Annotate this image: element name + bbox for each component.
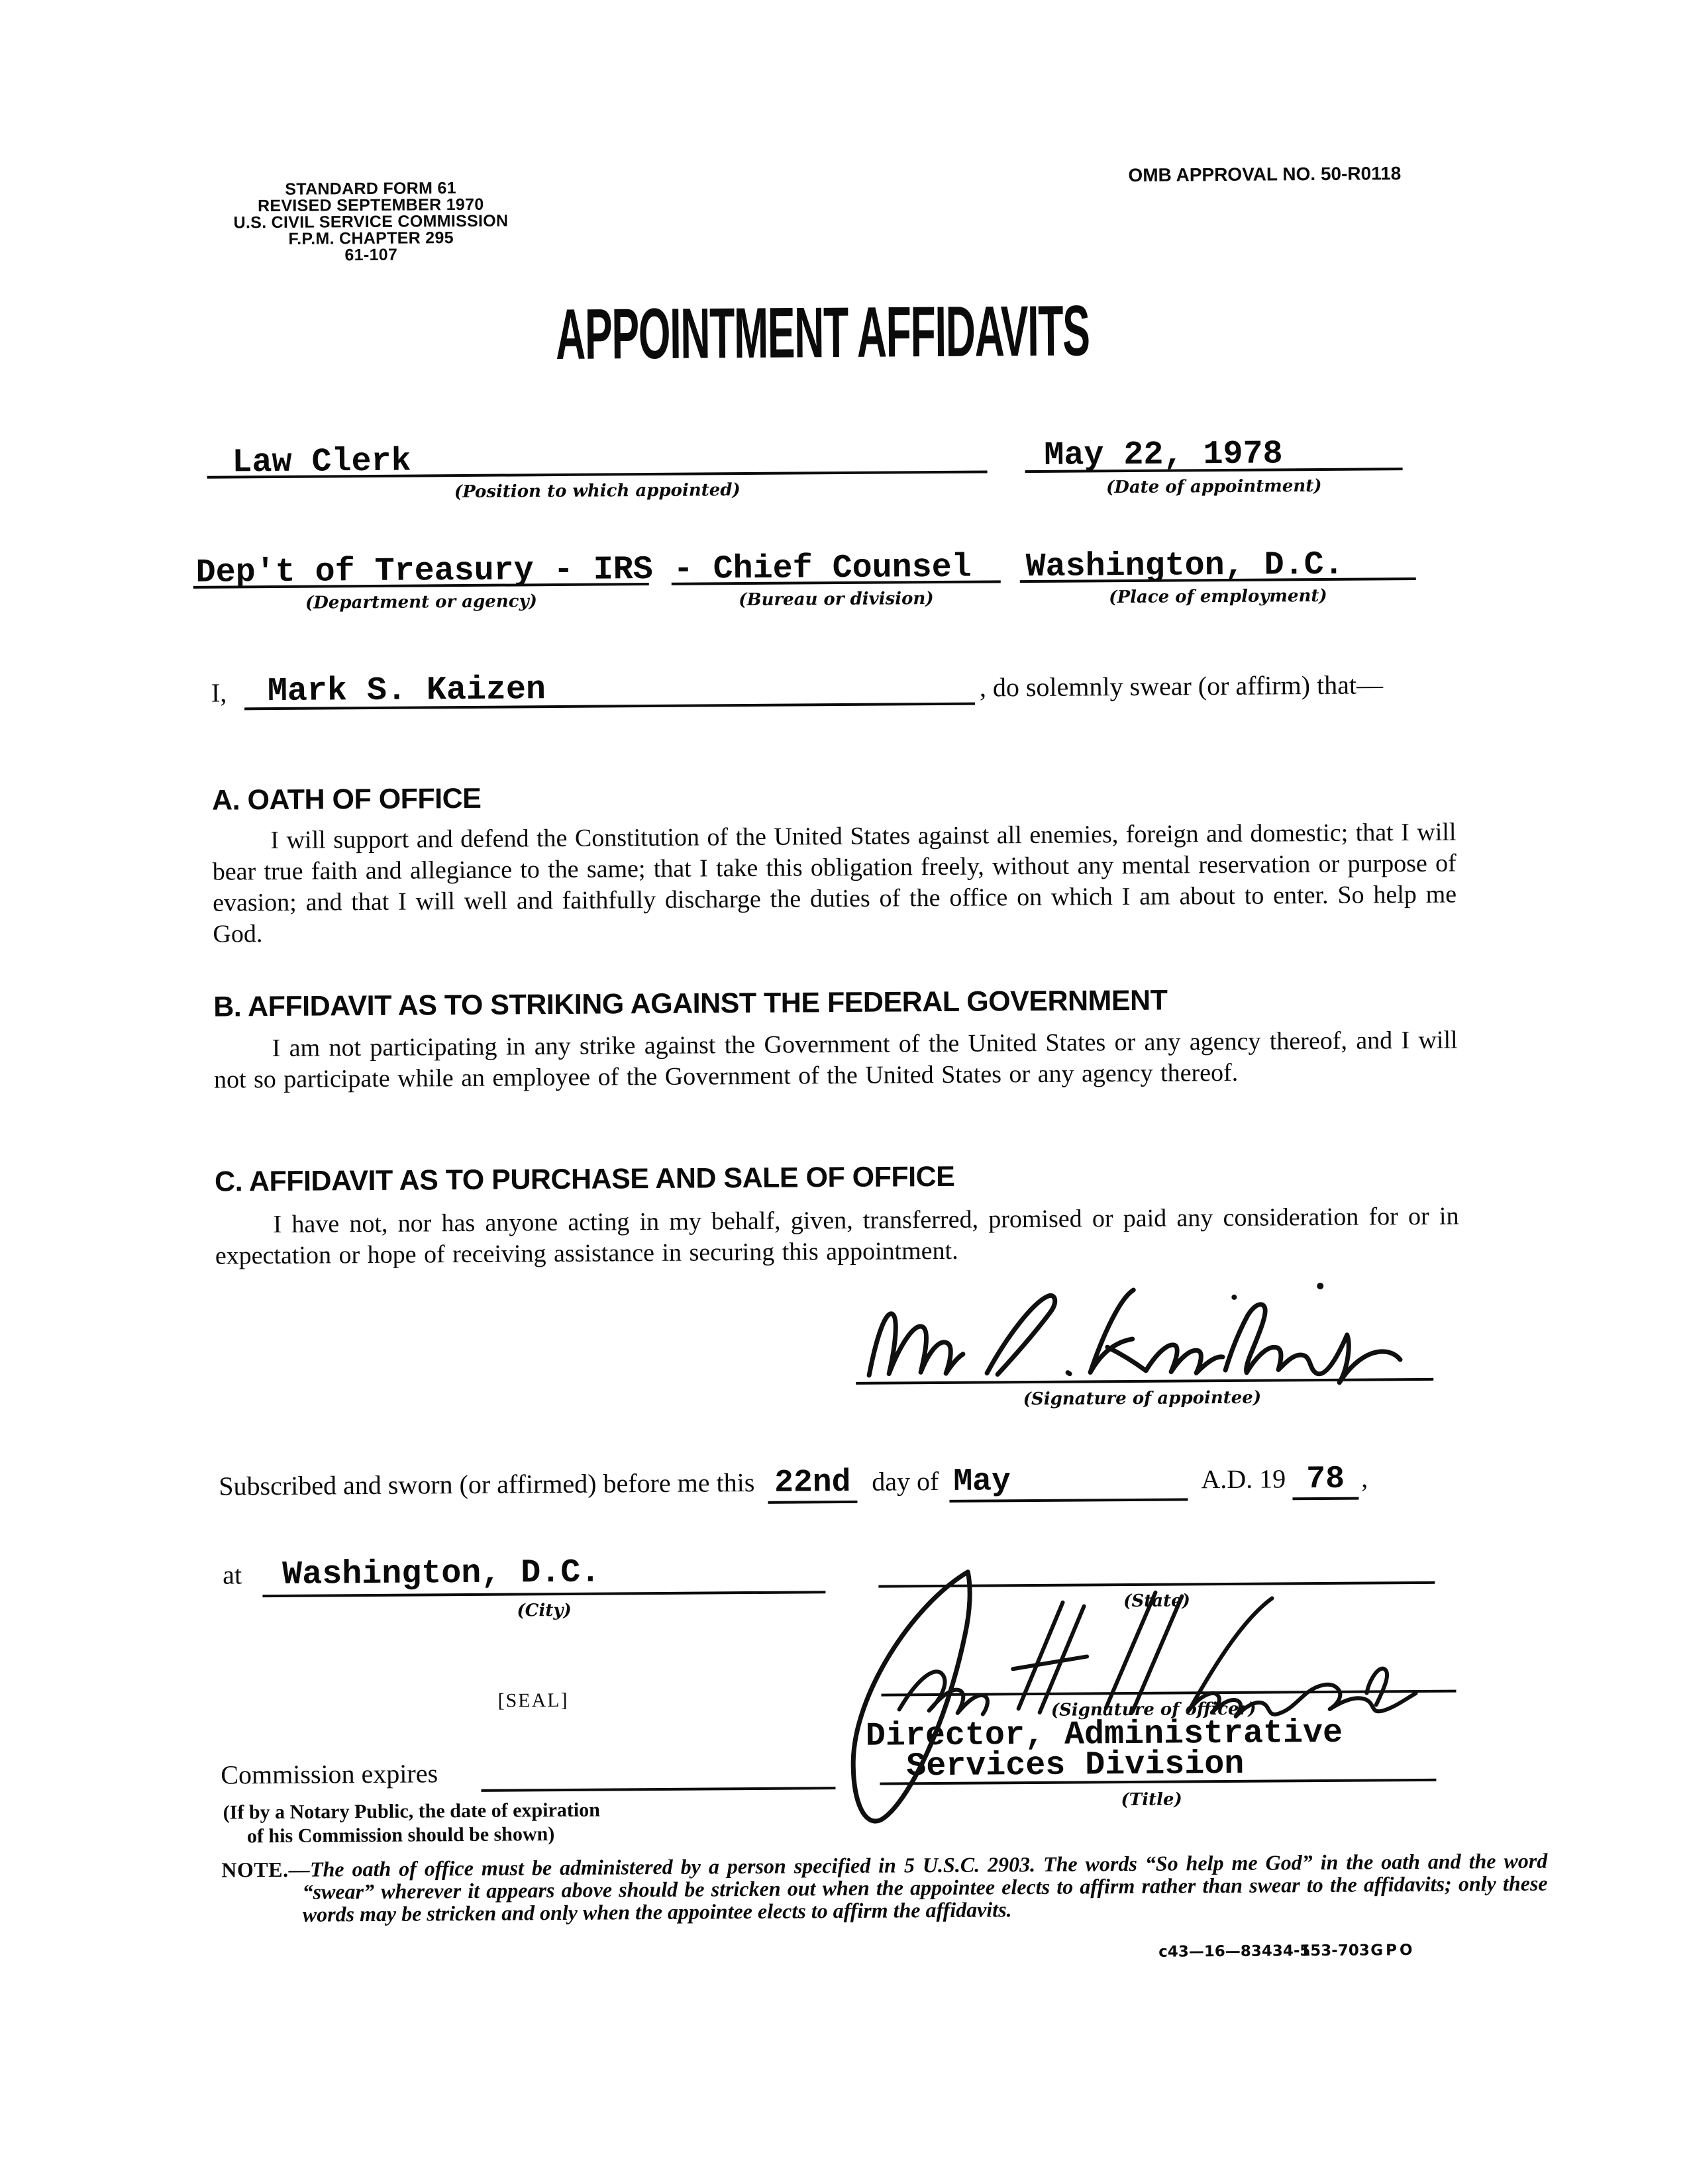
jurat-month-field bbox=[949, 1462, 1188, 1503]
footnote-body: The oath of office must be administered by a person specified in 5 U.S.C. 2903. The words “So help me God” in the oath and the word “swear” wherever it appears above should be stricken out when the appointee elects to affirm rather than swear to the affidavits; only these words may be stricken and only when the appointee elects to affirm the affidavits. bbox=[302, 1848, 1548, 1926]
form-id-line: U.S. CIVIL SERVICE COMMISSION bbox=[233, 211, 509, 232]
officer-title-line2: Services Division bbox=[906, 1745, 1245, 1786]
title-caption: (Title) bbox=[1121, 1789, 1182, 1811]
officer-signature-caption: (Signature of officer) bbox=[1050, 1699, 1256, 1720]
jurat-comma: , bbox=[1360, 1463, 1368, 1493]
section-c-heading: C. AFFIDAVIT AS TO PURCHASE AND SALE OF OFFICE bbox=[214, 1160, 955, 1198]
department-caption: (Department or agency) bbox=[305, 591, 538, 613]
jurat-day-value: 22nd bbox=[774, 1464, 851, 1501]
date-value: May 22, 1978 bbox=[1044, 435, 1283, 475]
place-caption: (Place of employment) bbox=[1109, 585, 1327, 608]
form-id-line: F.P.M. CHAPTER 295 bbox=[288, 228, 454, 248]
city-caption: (City) bbox=[517, 1600, 572, 1621]
department-value: Dep't of Treasury - IRS bbox=[195, 551, 653, 592]
page-title: APPOINTMENT AFFIDAVITS bbox=[555, 291, 1090, 375]
jurat-day-field bbox=[768, 1465, 857, 1504]
city-value: Washington, D.C. bbox=[282, 1554, 601, 1594]
commission-expires-line bbox=[481, 1787, 835, 1792]
form-id-line: REVISED SEPTEMBER 1970 bbox=[257, 195, 484, 216]
appointee-signature-caption: (Signature of appointee) bbox=[1023, 1387, 1262, 1410]
state-caption: (State) bbox=[1123, 1591, 1191, 1612]
footnote bbox=[221, 1850, 1548, 1926]
swear-suffix: , do solemnly swear (or affirm) that— bbox=[979, 670, 1384, 703]
section-c-body: I have not, nor has anyone acting in my behalf, given, transferred, promised or paid any consideration for or in expectation or hope of receiving assistance in securing this appointment. bbox=[215, 1202, 1459, 1270]
gpo-mark: GPO bbox=[1370, 1942, 1415, 1960]
stock-code: 553-703 bbox=[1300, 1942, 1370, 1960]
appointee-signature bbox=[856, 1271, 1427, 1391]
notary-note-line2: of his Commission should be shown) bbox=[246, 1823, 555, 1848]
jurat-year-value: 78 bbox=[1306, 1461, 1345, 1498]
print-code: c43—16—83434-1 bbox=[1158, 1942, 1311, 1961]
position-value: Law Clerk bbox=[232, 442, 411, 482]
footnote-label: NOTE.— bbox=[221, 1857, 311, 1882]
appointee-name-value: Mark S. Kaizen bbox=[267, 671, 546, 711]
jurat-day-of: day of bbox=[872, 1466, 939, 1497]
form-id-block bbox=[205, 179, 537, 264]
section-b-body: I am not participating in any strike against the Government of the United States or any agency thereof, and I will not so participate while an employee of the Government of the United States or any agency thereof. bbox=[213, 1026, 1458, 1094]
jurat-month-value: May bbox=[953, 1464, 1011, 1500]
jurat-at: at bbox=[223, 1560, 242, 1590]
bureau-caption: (Bureau or division) bbox=[739, 589, 934, 611]
form-id-line: 61-107 bbox=[344, 245, 398, 265]
jurat-ad: A.D. 19 bbox=[1201, 1464, 1286, 1495]
officer-title-line1: Director, Administrative bbox=[865, 1714, 1343, 1756]
form-id-line: STANDARD FORM 61 bbox=[285, 179, 456, 199]
position-caption: (Position to which appointed) bbox=[454, 480, 741, 503]
section-b-heading: B. AFFIDAVIT AS TO STRIKING AGAINST THE FEDERAL GOVERNMENT bbox=[213, 984, 1168, 1023]
swear-prefix: I, bbox=[211, 677, 227, 708]
commission-expires-label: Commission expires bbox=[221, 1758, 438, 1790]
section-a-body: I will support and defend the Constitution of the United States against all enemies, foreign and domestic; that I will bear true faith and allegiance to the same; that I take this obligation freely, without any mental reservation or purpose of evasion; and that I will well and faithfully discharge the duties of the office on which I am about to enter. So help me God. bbox=[212, 818, 1457, 948]
jurat-year-field bbox=[1292, 1462, 1358, 1501]
officer-signature bbox=[819, 1539, 1430, 1834]
seal-label: [SEAL] bbox=[497, 1689, 569, 1712]
jurat-row bbox=[219, 1462, 1368, 1508]
bureau-value: - Chief Counsel bbox=[673, 548, 972, 589]
jurat-lead: Subscribed and sworn (or affirmed) before me this bbox=[219, 1467, 755, 1501]
place-value: Washington, D.C. bbox=[1025, 546, 1344, 587]
section-a-heading: A. OATH OF OFFICE bbox=[211, 782, 482, 817]
notary-note-line1: (If by a Notary Public, the date of expiration bbox=[223, 1799, 600, 1824]
omb-approval-number: OMB APPROVAL NO. 50-R0118 bbox=[1128, 163, 1402, 185]
date-caption: (Date of appointment) bbox=[1105, 475, 1322, 498]
